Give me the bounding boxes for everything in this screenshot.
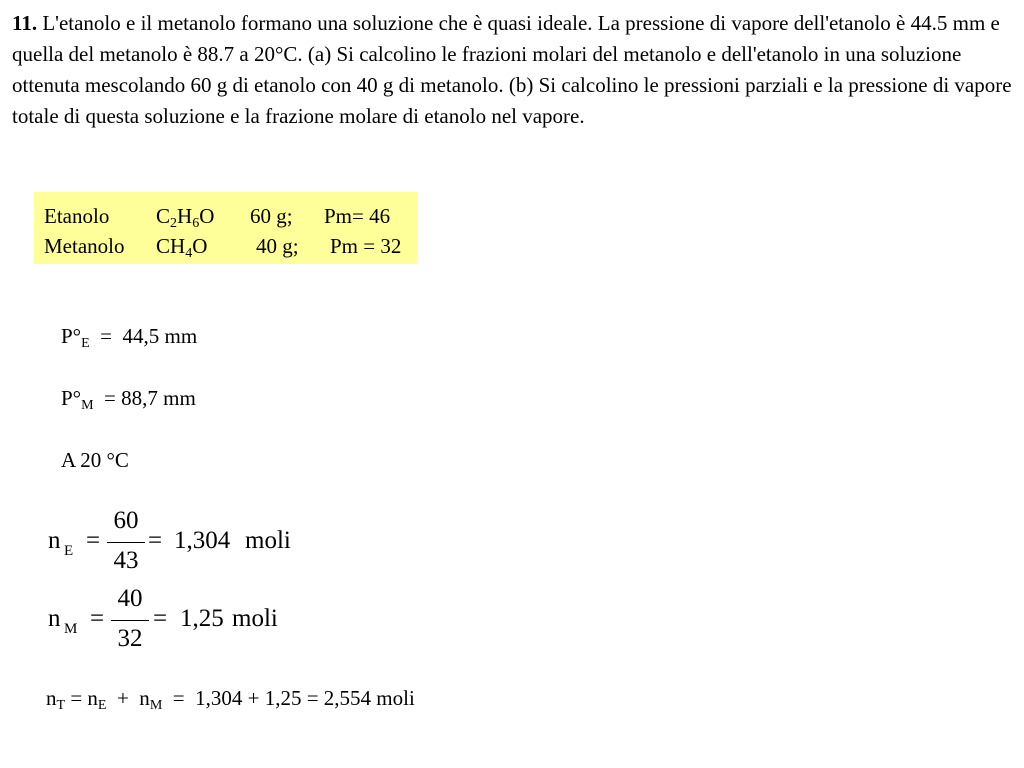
formula-part: C — [156, 204, 171, 228]
pressure-ethanol — [61, 323, 197, 349]
eq-subscript: M — [64, 621, 78, 637]
total-part: = 1,304 + 1,25 = 2,554 moli — [162, 686, 415, 710]
eq-n: n — [48, 605, 61, 632]
eq-result: 1,304 — [174, 527, 231, 554]
eq-n: n — [48, 527, 61, 554]
pressure-methanol — [61, 385, 196, 411]
formula-part: CH — [156, 234, 186, 258]
fraction-denominator: 43 — [113, 547, 139, 574]
total-subscript: E — [97, 698, 107, 713]
ethanol-formula — [156, 203, 214, 229]
moles-methanol-equation — [48, 583, 348, 663]
fraction-numerator: 40 — [117, 585, 143, 612]
methanol-name: Metanolo — [44, 234, 125, 258]
methanol-mass: 40 g; — [256, 234, 299, 258]
ethanol-mass: 60 g; — [250, 204, 293, 228]
moles-ethanol-equation — [48, 505, 348, 585]
temperature-note: A 20 °C — [61, 448, 129, 472]
total-moles — [46, 685, 415, 711]
ethanol-pm: Pm= 46 — [324, 204, 391, 228]
p-value: = 44,5 mm — [89, 324, 198, 348]
eq-unit: moli — [232, 605, 278, 632]
total-part: = n — [65, 686, 98, 710]
formula-subscript: 4 — [185, 246, 193, 261]
problem-text: L'etanolo e il metanolo formano una soluzione che è quasi ideale. La pressione di vapore dell'etanolo è 44.5 mm e quella del metanolo è 88.7 a 20°C. (a) Si calcolino le frazioni molari del metanolo e dell'etanolo in una soluzione ottenuta mescolando 60 g di etanolo con 40 g di metanolo. (b) Si calcolino le pressioni parziali e la pressione di vapore totale di questa soluzione e la frazione molare di etanolo nel vapore. — [12, 11, 1012, 128]
methanol-formula — [156, 233, 207, 259]
total-subscript: T — [56, 698, 66, 713]
problem-statement — [12, 8, 1012, 132]
p-value: = 88,7 mm — [93, 386, 196, 410]
eq-result: 1,25 — [180, 605, 224, 632]
total-part: n — [46, 686, 57, 710]
formula-subscript: 6 — [192, 216, 200, 231]
fraction-denominator: 32 — [117, 625, 143, 652]
p-subscript: E — [81, 336, 90, 351]
total-subscript: M — [149, 698, 163, 713]
eq-unit: moli — [245, 527, 291, 554]
formula-part: O — [192, 234, 208, 258]
eq-equals: = — [148, 527, 163, 554]
compound-data-box — [34, 192, 417, 264]
methanol-pm: Pm = 32 — [330, 234, 402, 258]
fraction-bar — [107, 542, 145, 543]
formula-part: H — [177, 204, 193, 228]
p-symbol: P° — [61, 324, 82, 348]
p-symbol: P° — [61, 386, 82, 410]
fraction-numerator: 60 — [113, 507, 139, 534]
total-part: + n — [106, 686, 150, 710]
ethanol-name: Etanolo — [44, 204, 110, 228]
formula-part: O — [199, 204, 215, 228]
problem-number: 11. — [12, 11, 38, 35]
p-subscript: M — [81, 398, 94, 413]
formula-subscript: 2 — [170, 216, 178, 231]
eq-equals: = — [153, 605, 168, 632]
eq-subscript: E — [64, 543, 74, 559]
eq-equals: = — [90, 605, 105, 632]
fraction-bar — [111, 620, 149, 621]
eq-equals: = — [86, 527, 101, 554]
